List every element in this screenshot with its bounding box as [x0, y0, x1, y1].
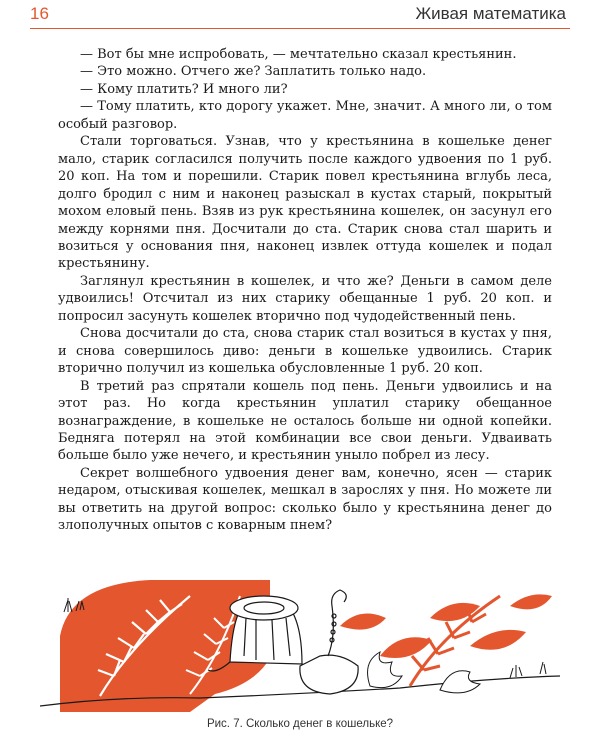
paragraph: Стали торговаться. Узнав, что у крестьянина в кошельке денег мало, старик согласился получить после каждого удвоения по 1 руб. 20 коп. На том и порешили. Старик повел крестьянина вглубь леса, долго бродил с ним и наконец разыскал в кустах старый, покрытый мохом еловый пень. Взяв из рук крестьянина кошелек, он засунул его между корнями пня. Досчитали до ста. Старик снова стал шарить и возиться у основания пня, наконец извлек оттуда кошелек и подал крестьянину.: [58, 134, 552, 272]
header-rule: [30, 28, 570, 29]
forest-stump-illustration: [40, 566, 560, 712]
paragraph: — Вот бы мне испробовать, — мечтательно сказал крестьянин.: [80, 47, 517, 62]
oak-leaf: [368, 652, 480, 693]
running-title: Живая математика: [415, 4, 566, 23]
purse: [300, 590, 358, 694]
paragraph: — Это можно. Отчего же? Заплатить только надо.: [80, 64, 427, 80]
page-number: 16: [30, 4, 49, 23]
paragraph: В третий раз спрятали кошель под пень. Деньги удвоились и на этот раз. Но когда крестьянин уплатил старику обещанное вознаграждение, в кошельке не осталось больше ни одной копейки. Бедняга потерял на этой комбинации все свои деньги. Удваивать больше было уже нечего, и крестьянин уныло побрел из лесу.: [58, 378, 552, 464]
paragraph: Снова досчитали до ста, снова старик стал возиться в кустах у пня, и снова совершилось диво: деньги в кошельке удвоились. Старик вторично получил из кошелька обусловленные 1 руб. 20 коп.: [58, 326, 552, 377]
page-header: [0, 0, 600, 30]
paragraph: — Кому платить? И много ли?: [80, 81, 288, 97]
grass-right: [510, 662, 546, 678]
paragraph: Секрет волшебного удвоения денег вам, конечно, ясен — старик недаром, отыскивая кошелек, мешкал в зарослях у пня. Но можете ли вы ответить на другой вопрос: сколько было у крестьянина денег до злополучных опытов с коварным пнем?: [58, 465, 552, 534]
paragraph: Заглянул крестьянин в кошелек, и что же? Деньги в самом деле удвоились! Отсчитал из них старику обещанные 1 руб. 20 коп. и попросил засунуть кошелек вторично под чудодейственный пень.: [58, 273, 552, 324]
figure-caption: Рис. 7. Сколько денег в кошельке?: [206, 718, 394, 730]
red-ferns-right: [340, 594, 552, 658]
paragraph: — Тому платить, кто дорогу укажет. Мне, значит. А много ли, о том особый разговор.: [58, 99, 552, 132]
body-text: [58, 46, 552, 535]
